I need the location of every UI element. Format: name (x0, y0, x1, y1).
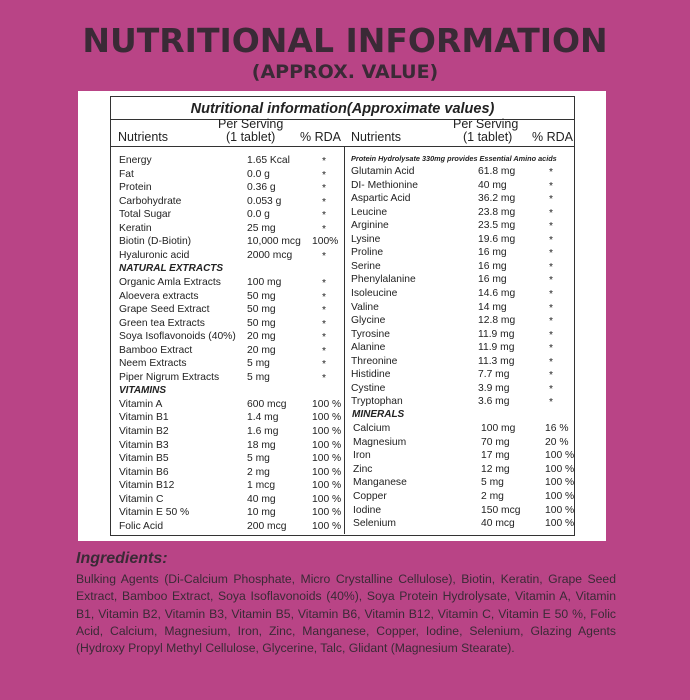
amino-acid-rda: * (549, 316, 554, 328)
nutrient-value: 1.6 mg (247, 426, 279, 437)
mineral-value: 40 mcg (481, 518, 515, 530)
amino-acid-value: 12.8 mg (478, 315, 516, 327)
amino-acid-value: 3.6 mg (478, 396, 510, 408)
amino-acid-rda: * (549, 194, 554, 206)
amino-acid-rda: * (549, 329, 554, 341)
nutrient-rda: * (322, 183, 327, 195)
amino-acid-name: Lysine (351, 233, 381, 245)
mineral-name: Calcium (353, 422, 391, 434)
col-tablet-right: (1 tablet) (463, 130, 513, 144)
amino-acid-rda: * (549, 356, 554, 368)
nutrient-rda: * (322, 318, 327, 330)
nutrient-rda: 100 % (312, 466, 342, 478)
nutrient-rda: * (322, 156, 327, 167)
amino-acid-value: 36.2 mg (478, 193, 516, 205)
nutrient-value: 20 mg (247, 331, 276, 343)
header-divider (111, 146, 574, 147)
nutrient-name: Vitamin B3 (119, 439, 169, 451)
amino-acid-name: DI- Methionine (351, 179, 418, 191)
amino-acid-name: Proline (351, 247, 384, 259)
nutrient-value: 1.4 mg (247, 412, 279, 424)
nutrient-value: 2 mg (247, 466, 270, 478)
amino-acid-name: Alanine (351, 342, 386, 354)
col-per-serving-right: Per Serving (453, 117, 519, 131)
nutrient-value: 40 mg (247, 493, 276, 505)
nutrient-rda: * (322, 250, 327, 262)
mineral-name: Iron (353, 450, 371, 462)
nutrient-name: Hyaluronic acid (119, 249, 190, 261)
nutrient-name: Vitamin A (119, 398, 163, 410)
amino-acid-name: Aspartic Acid (351, 193, 411, 205)
col-rda-right: % RDA (532, 130, 573, 144)
nutrient-name: Folic Acid (119, 520, 164, 532)
nutrient-value: 18 mg (247, 439, 276, 451)
mineral-name: Manganese (353, 477, 407, 489)
amino-acid-value: 11.9 mg (478, 342, 515, 354)
nutrient-rda: 100 % (312, 520, 342, 532)
nutrient-rda: 100% (312, 236, 339, 248)
nutrient-value: 50 mg (247, 290, 276, 302)
nutrient-value: 100 mg (247, 276, 282, 288)
mineral-rda: 100 % (545, 463, 575, 475)
page-title: NUTRITIONAL INFORMATION (82, 21, 608, 60)
amino-acid-name: Glutamin Acid (351, 166, 415, 177)
nutrient-name: Protein (119, 182, 152, 194)
nutrient-value: 25 mg (247, 222, 276, 234)
ingredients-text: Bulking Agents (Di-Calcium Phosphate, Micro Crystalline Cellulose), Biotin, Keratin, Grape Seed Extract, Bamboo Extract, Soya Isoflavonoids (40%), Soya Protein Hydrolysate, Vitamin A, Vitamin B1, Vitamin B2, Vitamin B3, Vitamin B5, Vitamin B6, Vitamin B12, Vitamin C, Vitamin E 50 %, Folic Acid, Calcium, Magnesium, Iron, Zinc, Manganese, Copper, Iodine, Selenium, Glazing Agents (Hydroxy Propyl Methyl Cellulose, Glycerine, Talc, Glidant (Magnesium Stearate). (76, 572, 616, 656)
amino-acid-value: 16 mg (478, 247, 507, 259)
nutrient-value: 5 mg (247, 371, 270, 383)
amino-acid-name: Tryptophan (351, 396, 403, 408)
nutrient-value: 0.053 g (247, 195, 282, 207)
nutrient-rda: * (322, 345, 327, 357)
nutrient-name: Fat (119, 168, 134, 180)
amino-acid-value: 14.6 mg (478, 287, 516, 299)
nutrient-name: Piper Nigrum Extracts (119, 371, 220, 383)
amino-acid-value: 11.3 mg (478, 355, 515, 367)
nutrient-name: Energy (119, 155, 152, 166)
amino-acid-note: Protein Hydrolysate 330mg provides Essential Amino acids (351, 154, 557, 163)
nutrient-rda: * (322, 169, 327, 181)
mineral-rda: 16 % (545, 422, 569, 434)
mineral-name: Copper (353, 490, 387, 502)
nutrient-name: Bamboo Extract (119, 344, 193, 356)
nutrient-name: Neem Extracts (119, 358, 187, 370)
amino-acid-name: Tyrosine (351, 328, 390, 340)
amino-acid-value: 40 mg (478, 179, 507, 191)
nutrient-rda: 100 % (312, 439, 342, 451)
nutrient-rda: 100 % (312, 453, 342, 465)
mineral-name: Zinc (353, 463, 373, 475)
amino-acid-rda: * (549, 261, 554, 273)
nutrient-rda: 100 % (312, 493, 342, 505)
nutrient-rda: * (322, 372, 327, 384)
nutrient-name: Biotin (D-Biotin) (119, 236, 192, 248)
nutrient-value: 50 mg (247, 304, 276, 316)
nutrient-value: 5 mg (247, 358, 270, 370)
col-per-serving-left: Per Serving (218, 117, 284, 131)
amino-acid-rda: * (549, 180, 554, 192)
nutrient-rda: * (322, 277, 327, 289)
amino-acid-rda: * (549, 288, 554, 300)
nutrient-value: 0.36 g (247, 182, 276, 194)
amino-acid-rda: * (549, 234, 554, 246)
nutrient-rda: * (322, 210, 327, 222)
nutrient-rda: * (322, 223, 327, 235)
nutrient-rda: * (322, 359, 327, 371)
amino-acid-value: 3.9 mg (478, 382, 510, 394)
nutrient-value: 1 mcg (247, 480, 276, 492)
amino-acid-value: 23.5 mg (478, 220, 516, 232)
nutrient-name: Organic Amla Extracts (119, 276, 221, 288)
amino-acid-name: Histidine (351, 369, 391, 381)
amino-acid-name: Serine (351, 260, 381, 272)
nutrient-rda: 100 % (312, 426, 342, 437)
mineral-value: 70 mg (481, 436, 510, 448)
mineral-rda: 100 % (545, 504, 575, 516)
amino-acid-name: Cystine (351, 382, 386, 394)
section-label: VITAMINS (119, 385, 167, 397)
col-nutrients-left: Nutrients (118, 130, 169, 144)
nutrient-name: Grape Seed Extract (119, 304, 210, 316)
col-nutrients-right: Nutrients (351, 130, 402, 144)
table-heading: Nutritional information(Approximate values) (190, 101, 495, 117)
amino-acid-rda: * (549, 248, 554, 260)
column-divider (344, 146, 345, 534)
amino-acid-name: Threonine (351, 355, 398, 367)
mineral-rda: 20 % (545, 436, 569, 448)
amino-acid-name: Arginine (351, 220, 389, 232)
nutrient-value: 1.65 Kcal (247, 155, 290, 166)
mineral-value: 2 mg (481, 490, 504, 502)
nutrient-name: Vitamin E 50 % (119, 507, 190, 519)
col-tablet-left: (1 tablet) (226, 130, 276, 144)
mineral-value: 12 mg (481, 463, 510, 475)
nutrient-value: 0.0 g (247, 209, 270, 221)
nutrient-value: 600 mcg (247, 398, 287, 410)
nutrient-name: Vitamin B6 (119, 466, 169, 478)
amino-acid-name: Isoleucine (351, 287, 398, 299)
section-label: NATURAL EXTRACTS (119, 263, 224, 275)
nutrient-name: Vitamin B5 (119, 453, 169, 465)
nutrient-value: 10 mg (247, 507, 276, 519)
nutrient-name: Aloevera extracts (119, 290, 199, 302)
amino-acid-rda: * (549, 207, 554, 219)
mineral-rda: 100 % (545, 450, 575, 462)
nutrient-name: Carbohydrate (119, 195, 182, 207)
nutrient-value: 200 mcg (247, 520, 287, 532)
amino-acid-rda: * (549, 221, 554, 233)
amino-acid-rda: * (549, 397, 554, 409)
nutrient-rda: 100 % (312, 412, 342, 424)
mineral-name: Magnesium (353, 436, 407, 448)
mineral-name: Selenium (353, 518, 396, 530)
nutrient-name: Vitamin B12 (119, 480, 175, 492)
amino-acid-value: 14 mg (478, 301, 507, 313)
nutrient-name: Total Sugar (119, 209, 172, 221)
minerals-label: MINERALS (352, 408, 405, 420)
nutrient-rda: * (322, 305, 327, 317)
nutrient-value: 5 mg (247, 453, 270, 465)
amino-acid-value: 7.7 mg (478, 369, 510, 381)
nutrient-value: 2000 mcg (247, 249, 293, 261)
amino-acid-rda: * (549, 343, 554, 355)
amino-acid-rda: * (549, 370, 554, 382)
nutrient-value: 50 mg (247, 317, 276, 329)
amino-acid-name: Valine (351, 301, 379, 313)
amino-acid-value: 61.8 mg (478, 166, 516, 177)
nutrient-rda: 100 % (312, 398, 342, 410)
mineral-value: 100 mg (481, 422, 516, 434)
amino-acid-value: 19.6 mg (478, 233, 516, 245)
amino-acid-name: Phenylalanine (351, 274, 416, 286)
nutrient-value: 10,000 mcg (247, 236, 301, 248)
amino-acid-value: 23.8 mg (478, 206, 516, 218)
amino-acid-rda: * (549, 302, 554, 314)
nutrient-name: Vitamin C (119, 493, 164, 505)
nutrient-rda: 100 % (312, 480, 342, 492)
mineral-name: Iodine (353, 504, 382, 516)
nutrient-rda: * (322, 332, 327, 344)
mineral-value: 17 mg (481, 450, 510, 462)
nutrient-rda: 100 % (312, 507, 342, 519)
mineral-rda: 100 % (545, 477, 575, 489)
nutrient-rda: * (322, 196, 327, 208)
nutrient-rda: * (322, 291, 327, 303)
mineral-value: 150 mcg (481, 504, 521, 516)
mineral-rda: 100 % (545, 518, 575, 530)
nutrient-value: 0.0 g (247, 168, 270, 180)
amino-acid-value: 16 mg (478, 274, 507, 286)
col-rda-left: % RDA (300, 130, 341, 144)
amino-acid-value: 11.9 mg (478, 328, 515, 340)
ingredients-title: Ingredients: (76, 550, 168, 567)
nutrient-name: Vitamin B1 (119, 412, 169, 424)
mineral-value: 5 mg (481, 477, 504, 489)
mineral-rda: 100 % (545, 490, 575, 502)
nutrient-name: Soya Isoflavonoids (40%) (119, 331, 236, 343)
amino-acid-rda: * (549, 167, 554, 178)
amino-acid-name: Glycine (351, 315, 386, 327)
amino-acid-value: 16 mg (478, 260, 507, 272)
nutrient-name: Green tea Extracts (119, 317, 205, 329)
nutrient-value: 20 mg (247, 344, 276, 356)
page-subtitle: (APPROX. VALUE) (251, 61, 439, 83)
amino-acid-name: Leucine (351, 206, 388, 218)
nutrient-name: Vitamin B2 (119, 426, 169, 437)
amino-acid-rda: * (549, 383, 554, 395)
amino-acid-rda: * (549, 275, 554, 287)
nutrient-name: Keratin (119, 222, 152, 234)
